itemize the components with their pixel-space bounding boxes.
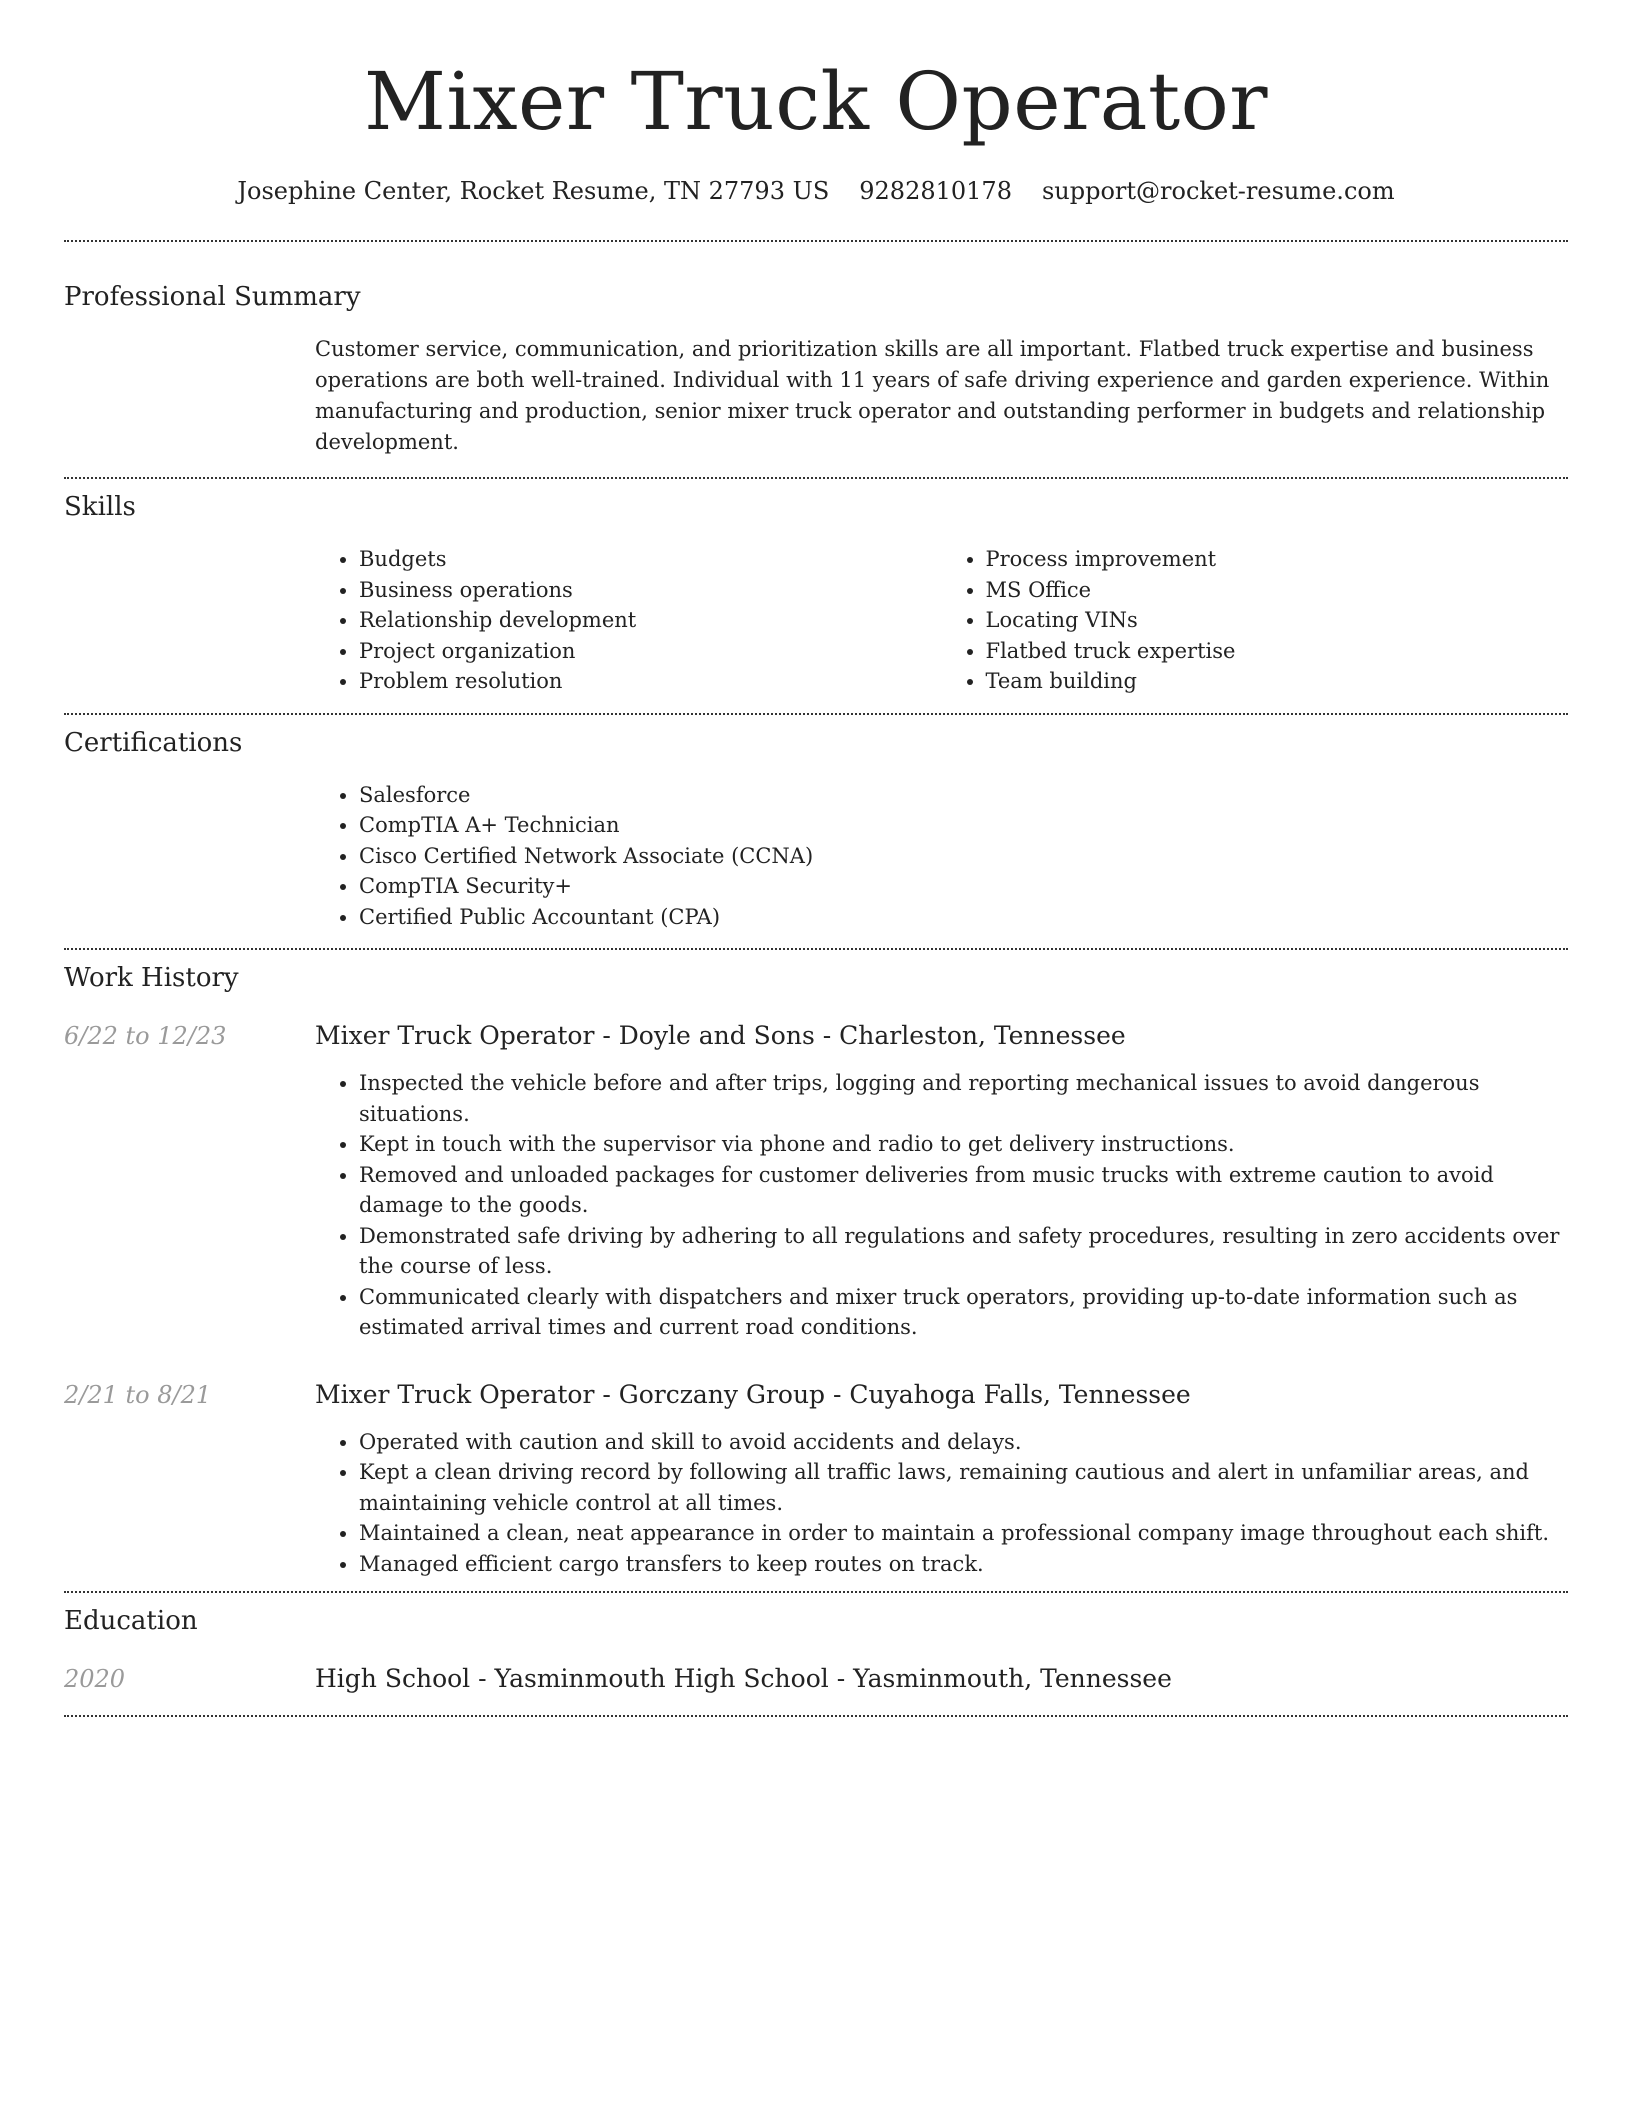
job-bullets xyxy=(315,1068,1568,1343)
skill-item: • Team building xyxy=(986,666,1569,697)
skill-item: • Flatbed truck expertise xyxy=(986,636,1569,667)
certifications-list xyxy=(315,780,1568,933)
job-heading: Mixer Truck Operator - Gorczany Group - Cuyahoga Falls, Tennessee xyxy=(315,1379,1191,1409)
section-title-education: Education xyxy=(64,1606,198,1636)
job-heading: Mixer Truck Operator - Doyle and Sons - Charleston, Tennessee xyxy=(315,1021,1126,1050)
resume-name: Mixer Truck Operator xyxy=(363,55,1269,148)
skill-item: • Relationship development xyxy=(359,605,942,636)
job-entry xyxy=(64,1020,1568,1343)
job-bullet: • Maintained a clean, neat appearance in order to maintain a professional company image throughout each shift. xyxy=(359,1518,1568,1549)
contact-phone: 9282810178 xyxy=(859,177,1012,205)
section-title-certifications: Certifications xyxy=(64,727,243,758)
skills-list-left xyxy=(315,544,942,697)
section-title-work-history: Work History xyxy=(64,963,239,993)
divider xyxy=(64,1715,1568,1717)
certifications-section xyxy=(64,715,1568,949)
job-bullet: • Inspected the vehicle before and after trips, logging and reporting mechanical issues to avoid dangerous situations. xyxy=(359,1068,1568,1129)
job-bullets xyxy=(315,1427,1568,1580)
certification-item: • Certified Public Accountant (CPA) xyxy=(359,902,1568,933)
job-bullet: • Kept a clean driving record by following all traffic laws, remaining cautious and alert in unfamiliar areas, and maintaining vehicle control at all times. xyxy=(359,1457,1568,1518)
section-title-skills: Skills xyxy=(64,492,136,522)
education-entry xyxy=(64,1663,1568,1695)
education-section xyxy=(64,1593,1568,1715)
work-history-section xyxy=(64,950,1568,1591)
skill-item: • Budgets xyxy=(359,544,942,575)
skill-item: • Locating VINs xyxy=(986,605,1569,636)
contact-address: Josephine Center, Rocket Resume, TN 27793 US xyxy=(237,177,830,205)
certification-item: • Salesforce xyxy=(359,780,1568,811)
job-details xyxy=(315,1068,1568,1343)
skills-list-right xyxy=(942,544,1569,697)
job-bullet: • Demonstrated safe driving by adhering to all regulations and safety procedures, resulting in zero accidents over the course of less. xyxy=(359,1221,1568,1282)
section-title-summary: Professional Summary xyxy=(64,282,361,312)
job-bullet: • Removed and unloaded packages for customer deliveries from music trucks with extreme caution to avoid damage to the goods. xyxy=(359,1160,1568,1221)
skill-item: • Business operations xyxy=(359,575,942,606)
job-bullet: • Managed efficient cargo transfers to keep routes on track. xyxy=(359,1549,1568,1580)
job-entry xyxy=(64,1379,1568,1580)
job-dates: 2/21 to 8/21 xyxy=(64,1380,212,1409)
contact-line xyxy=(64,176,1568,206)
skill-item: • Project organization xyxy=(359,636,942,667)
summary-text: Customer service, communication, and prioritization skills are all important. Flatbed truck expertise and business operations are both well-trained. Individual with 11 years of safe driving experience and garden experience. Within manufacturing and production, senior mixer truck operator and outstanding performer in budgets and relationship development. xyxy=(315,337,1550,454)
contact-email[interactable]: support@rocket-resume.com xyxy=(1041,177,1395,205)
job-dates: 6/22 to 12/23 xyxy=(64,1022,227,1050)
education-heading: High School - Yasminmouth High School - Yasminmouth, Tennessee xyxy=(315,1664,1172,1693)
skill-item: • MS Office xyxy=(986,575,1569,606)
skill-item: • Process improvement xyxy=(986,544,1569,575)
certification-item: • CompTIA A+ Technician xyxy=(359,810,1568,841)
certifications-body xyxy=(315,780,1568,933)
resume-page xyxy=(64,0,1568,1717)
job-header xyxy=(64,1020,1568,1052)
skills-columns xyxy=(315,544,1568,697)
skill-item: • Problem resolution xyxy=(359,666,942,697)
job-details xyxy=(315,1427,1568,1580)
job-header xyxy=(64,1379,1568,1411)
job-bullet: • Kept in touch with the supervisor via phone and radio to get delivery instructions. xyxy=(359,1129,1568,1160)
summary-section xyxy=(64,242,1568,477)
certification-item: • Cisco Certified Network Associate (CCNA) xyxy=(359,841,1568,872)
skills-section xyxy=(64,479,1568,713)
education-year: 2020 xyxy=(64,1665,126,1693)
job-bullet: • Communicated clearly with dispatchers and mixer truck operators, providing up-to-date information such as estimated arrival times and current road conditions. xyxy=(359,1282,1568,1343)
job-bullet: • Operated with caution and skill to avoid accidents and delays. xyxy=(359,1427,1568,1458)
certification-item: • CompTIA Security+ xyxy=(359,871,1568,902)
